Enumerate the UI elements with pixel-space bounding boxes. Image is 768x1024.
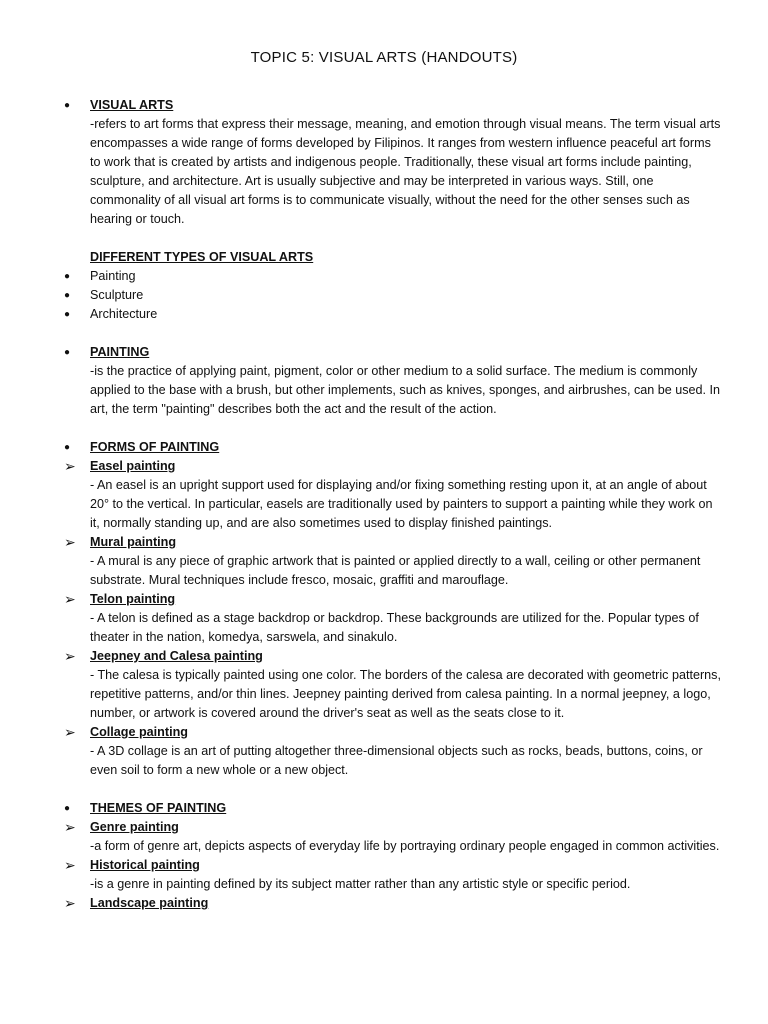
subheading-row xyxy=(0,818,768,837)
subheading: Telon painting xyxy=(90,592,176,606)
section-heading: VISUAL ARTS xyxy=(90,98,174,112)
subheading-row xyxy=(0,647,768,666)
subsection-paragraph: - A telon is defined as a stage backdrop or backdrop. These backgrounds are utilized for the. Popular types of theater in the nation, komedya, sarswela, and sinakulo. xyxy=(90,611,699,644)
arrow-bullet-icon: ➢ xyxy=(64,458,76,474)
arrow-bullet-icon: ➢ xyxy=(64,648,76,664)
subheading: Jeepney and Calesa painting xyxy=(90,649,263,663)
subsection-paragraph: -is a genre in painting defined by its subject matter rather than any artistic style or specific period. xyxy=(90,877,631,891)
subheading: Easel painting xyxy=(90,459,176,473)
list-item xyxy=(0,286,768,305)
subsection-paragraph: - The calesa is typically painted using one color. The borders of the calesa are decorated with geometric patterns, repetitive patterns, and/or thin lines. Jeepney painting derived from calesa painting. In a normal jeepney, a logo, number, or artwork is covered around the driver's seat as well as the seats close to it. xyxy=(90,668,721,720)
subheading: Collage painting xyxy=(90,725,188,739)
section-paragraph: -is the practice of applying paint, pigment, color or other medium to a solid surface. The medium is commonly applied to the base with a brush, but other implements, such as knives, sponges, and airbrushes, can be used. In art, the term "painting" describes both the act and the result of the action. xyxy=(90,364,721,416)
subheading: Landscape painting xyxy=(90,896,209,910)
bullet-icon: ● xyxy=(64,803,71,814)
section-painting xyxy=(0,343,768,362)
bullet-icon: ● xyxy=(64,442,71,453)
section-heading: THEMES OF PAINTING xyxy=(90,801,227,815)
arrow-bullet-icon: ➢ xyxy=(64,724,76,740)
subsection-paragraph: - An easel is an upright support used for displaying and/or fixing something resting upon it, at an angle of about 20° to the vertical. In particular, easels are traditionally used by painters to support a painting while they work on it, normally standing up, and are also sometimes used to display finished paintings. xyxy=(90,478,713,530)
arrow-bullet-icon: ➢ xyxy=(64,857,76,873)
section-types xyxy=(0,248,768,267)
subheading-row xyxy=(0,856,768,875)
bullet-icon: ● xyxy=(64,309,71,320)
section-heading: DIFFERENT TYPES OF VISUAL ARTS xyxy=(90,250,314,264)
subheading: Genre painting xyxy=(90,820,179,834)
arrow-bullet-icon: ➢ xyxy=(64,819,76,835)
subsection-paragraph: - A 3D collage is an art of putting altogether three-dimensional objects such as rocks, beads, buttons, coins, or even soil to form a new whole or a new object. xyxy=(90,744,703,777)
section-heading: FORMS OF PAINTING xyxy=(90,440,220,454)
arrow-bullet-icon: ➢ xyxy=(64,895,76,911)
section-forms xyxy=(0,438,768,457)
bullet-icon: ● xyxy=(64,347,71,358)
bullet-icon: ● xyxy=(64,290,71,301)
subheading-row xyxy=(0,723,768,742)
bullet-icon: ● xyxy=(64,100,71,111)
page-title: TOPIC 5: VISUAL ARTS (HANDOUTS) xyxy=(250,49,518,66)
arrow-bullet-icon: ➢ xyxy=(64,534,76,550)
subheading: Historical painting xyxy=(90,858,200,872)
subsection-paragraph: -a form of genre art, depicts aspects of everyday life by portraying ordinary people engaged in common activities. xyxy=(90,839,720,853)
list-item xyxy=(0,305,768,324)
subheading: Mural painting xyxy=(90,535,177,549)
section-paragraph: -refers to art forms that express their message, meaning, and emotion through visual means. The term visual arts encompasses a wide range of forms developed by Filipinos. It ranges from western influence peaceful art forms to work that is created by artists and indigenous people. Traditionally, these visual art forms include painting, sculpture, and architecture. Art is usually subjective and may be interpreted in various ways. Still, one commonality of all visual art forms is to communicate visually, without the need for the other senses such as hearing or touch. xyxy=(90,117,721,226)
section-heading: PAINTING xyxy=(90,345,150,359)
subheading-row xyxy=(0,894,768,913)
subheading-row xyxy=(0,590,768,609)
section-visual-arts xyxy=(0,96,768,115)
arrow-bullet-icon: ➢ xyxy=(64,591,76,607)
subsection-paragraph: - A mural is any piece of graphic artwork that is painted or applied directly to a wall, ceiling or other permanent substrate. Mural techniques include fresco, mosaic, graffiti and marouflage. xyxy=(90,554,701,587)
subheading-row xyxy=(0,533,768,552)
document-body xyxy=(0,96,768,913)
list-item xyxy=(0,267,768,286)
list-item-label: Architecture xyxy=(90,307,158,321)
subheading-row xyxy=(0,457,768,476)
bullet-icon: ● xyxy=(64,271,71,282)
section-themes xyxy=(0,799,768,818)
list-item-label: Painting xyxy=(90,269,136,283)
list-item-label: Sculpture xyxy=(90,288,144,302)
